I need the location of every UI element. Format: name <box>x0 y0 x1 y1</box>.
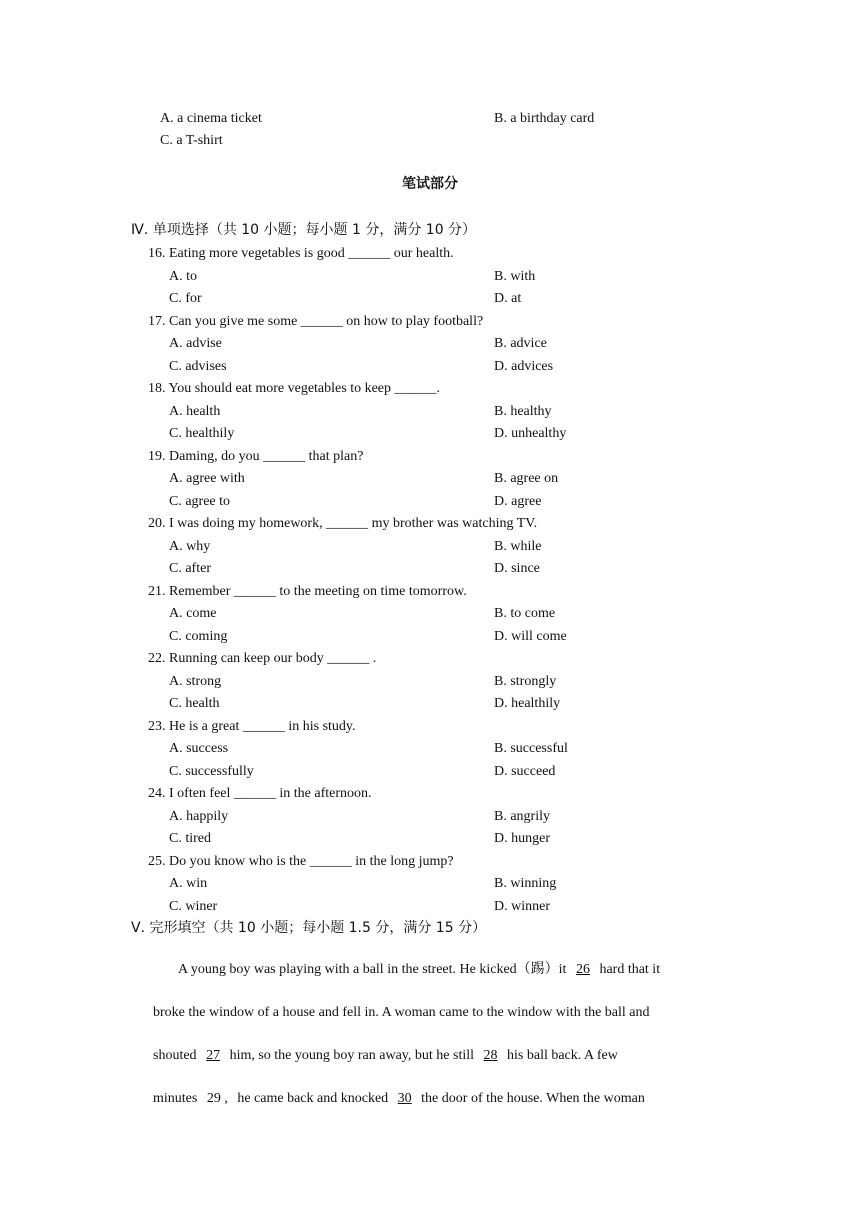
option-a: A. strong <box>169 674 222 689</box>
option-c: C. coming <box>169 629 228 644</box>
passage-text: his ball back. A few <box>507 1048 618 1063</box>
blank-26: 26 <box>575 962 590 977</box>
option-d: D. agree <box>494 494 542 509</box>
option-a: A. advise <box>169 336 222 351</box>
blank-29: 29 , <box>206 1091 228 1106</box>
option-b: B. successful <box>494 741 568 756</box>
option-c: C. health <box>169 696 220 711</box>
option-a: A. happily <box>169 809 229 824</box>
option-d: D. will come <box>494 629 567 644</box>
passage-text: minutes <box>153 1091 198 1106</box>
question-stem: 25. Do you know who is the ______ in the long jump? <box>148 854 454 869</box>
passage-text: shouted <box>153 1048 197 1063</box>
passage-line-3 <box>153 1034 753 1077</box>
question-stem: 23. He is a great ______ in his study. <box>148 719 356 734</box>
option-d: D. advices <box>494 359 554 374</box>
option-c: C. for <box>169 291 202 306</box>
written-part-title: 笔试部分 <box>402 176 458 192</box>
option-c: C. a T-shirt <box>160 133 223 148</box>
option-a: A. a cinema ticket <box>160 111 262 126</box>
option-b: B. strongly <box>494 674 557 689</box>
option-c: C. tired <box>169 831 211 846</box>
question-stem: 22. Running can keep our body ______ . <box>148 651 377 666</box>
option-c: C. healthily <box>169 426 235 441</box>
option-d: D. succeed <box>494 764 556 779</box>
option-a: A. health <box>169 404 221 419</box>
option-b: B. angrily <box>494 809 550 824</box>
option-b: B. healthy <box>494 404 552 419</box>
option-a: A. why <box>169 539 211 554</box>
option-d: D. since <box>494 561 540 576</box>
option-b: B. a birthday card <box>494 111 595 126</box>
option-b: B. winning <box>494 876 557 891</box>
passage-line-4 <box>153 1077 753 1120</box>
option-a: A. win <box>169 876 208 891</box>
option-c: C. after <box>169 561 211 576</box>
option-a: A. success <box>169 741 229 756</box>
option-c: C. agree to <box>169 494 231 509</box>
option-d: D. unhealthy <box>494 426 567 441</box>
option-d: D. at <box>494 291 522 306</box>
option-a: A. agree with <box>169 471 245 486</box>
question-stem: 20. I was doing my homework, ______ my brother was watching TV. <box>148 516 538 531</box>
blank-27: 27 <box>206 1048 221 1063</box>
passage-text: he came back and knocked <box>237 1091 389 1106</box>
option-a: A. to <box>169 269 197 284</box>
passage-line-1 <box>153 948 753 991</box>
passage-text: broke the window of a house and fell in. A woman came to the window with the ball and <box>153 1005 650 1020</box>
option-b: B. agree on <box>494 471 559 486</box>
passage-text: the door of the house. When the woman <box>421 1091 645 1106</box>
option-d: D. winner <box>494 899 550 914</box>
option-c: C. successfully <box>169 764 254 779</box>
option-b: B. advice <box>494 336 547 351</box>
cloze-passage <box>153 948 753 1120</box>
blank-28: 28 <box>483 1048 498 1063</box>
passage-text: A young boy was playing with a ball in the street. He kicked（踢）it <box>178 962 567 977</box>
passage-text: hard that it <box>599 962 661 977</box>
passage-text: him, so the young boy ran away, but he still <box>229 1048 475 1063</box>
blank-30: 30 <box>397 1091 412 1106</box>
option-d: D. healthily <box>494 696 561 711</box>
question-stem: 16. Eating more vegetables is good ______ our health. <box>148 246 454 261</box>
option-d: D. hunger <box>494 831 550 846</box>
option-c: C. winer <box>169 899 218 914</box>
option-c: C. advises <box>169 359 227 374</box>
option-a: A. come <box>169 606 217 621</box>
section4-heading: Ⅳ. 单项选择（共 10 小题；每小题 1 分，满分 10 分） <box>131 222 477 238</box>
option-b: B. while <box>494 539 542 554</box>
option-b: B. to come <box>494 606 556 621</box>
passage-line-2 <box>153 991 753 1034</box>
question-stem: 18. You should eat more vegetables to keep ______. <box>148 381 441 396</box>
option-b: B. with <box>494 269 536 284</box>
question-stem: 19. Daming, do you ______ that plan? <box>148 449 364 464</box>
question-stem: 24. I often feel ______ in the afternoon. <box>148 786 372 801</box>
question-stem: 17. Can you give me some ______ on how to play football? <box>148 314 484 329</box>
section5-heading: Ⅴ. 完形填空（共 10 小题；每小题 1.5 分，满分 15 分） <box>131 920 487 936</box>
question-stem: 21. Remember ______ to the meeting on time tomorrow. <box>148 584 467 599</box>
